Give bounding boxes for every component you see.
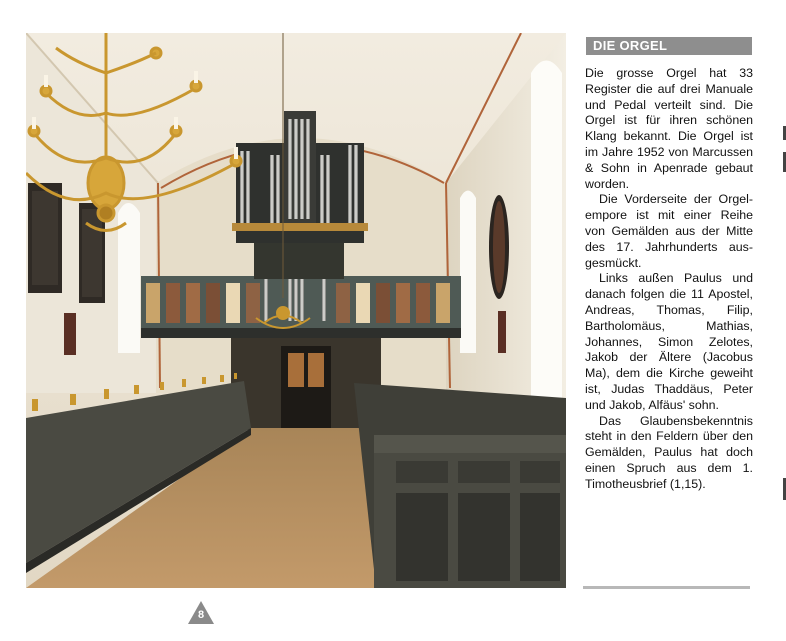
page-number-badge <box>188 601 214 624</box>
paragraph: Das Glaubensbekenntnis steht in den Feldern über den Gemälden, Paulus hat doch einen Spruch aus dem 1. Timotheusbrief (1,15). <box>585 413 753 491</box>
body-text <box>585 66 753 493</box>
church-interior-photo <box>26 33 566 588</box>
section-heading: DIE ORGEL <box>593 38 668 53</box>
paragraph: Links außen Paulus und danach folgen die 11 Apostel, Andreas, Thomas, Filip, Bartholomäus, Mathias, Johannes, Simon Zelotes, Jakob der Ältere (Jacobus Ma), dem die Kirche geweiht ist, Judas Thaddäus, Peter und Jakob, Alfäus' sohn. <box>585 271 753 412</box>
paragraph: Die grosse Orgel hat 33 Register die auf drei Manuale und Pedal verteilt sind. Die Orgel ist für ihren schönen Klang bekannt. Die Orgel ist im Jahre 1952 von Marcussen & Sohn in Apenrade gebaut worden. <box>585 66 753 191</box>
column-rule <box>583 586 750 589</box>
page-number: 8 <box>197 609 205 621</box>
photo-illustration <box>26 33 566 588</box>
paragraph: Die Vorderseite der Orgelempore ist mit einer Reihe von Gemälden aus der Mitte des 17. Jahrhunderts ausgesmückt. <box>585 192 753 270</box>
section-heading-bar <box>586 37 752 55</box>
